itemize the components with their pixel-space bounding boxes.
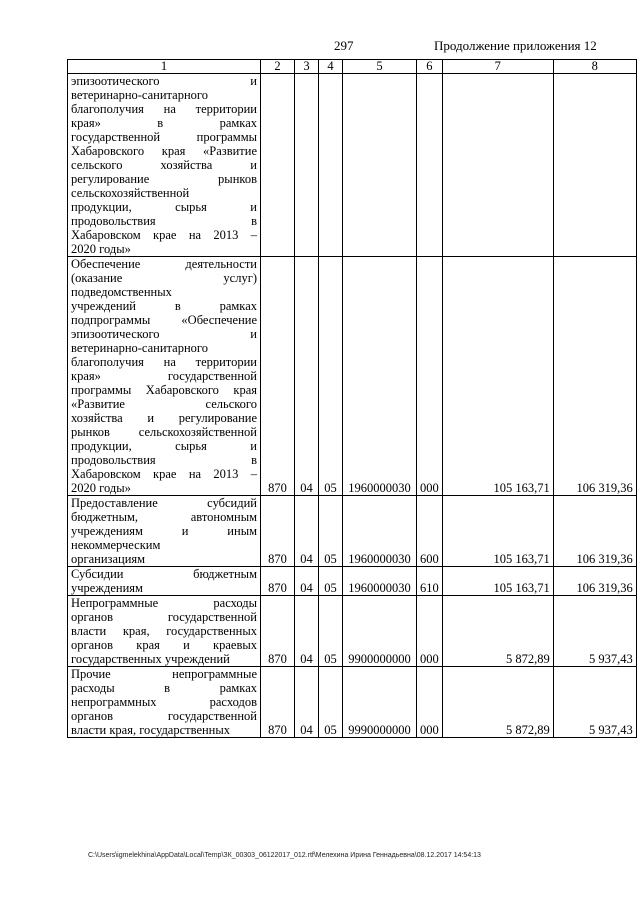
expense-name-line: бюджетным, автономным bbox=[71, 510, 257, 524]
expense-name-line: организациям bbox=[71, 552, 146, 566]
section-code-cell: 04 bbox=[295, 596, 319, 667]
page-title: Продолжение приложения 12 bbox=[434, 38, 597, 53]
subsection-code-cell: 05 bbox=[319, 596, 343, 667]
expense-name-line: государственной программы bbox=[71, 130, 257, 144]
column-header: 3 bbox=[295, 60, 319, 74]
expense-name-line: органов государственной bbox=[71, 709, 257, 723]
amount-2019-cell: 106 319,36 bbox=[553, 567, 636, 596]
expense-name-line: продукции, сырья и bbox=[71, 200, 257, 214]
target-item-cell: 1960000030 bbox=[343, 257, 417, 496]
expense-name-cell bbox=[68, 496, 261, 567]
expense-type-cell: 610 bbox=[417, 567, 443, 596]
expense-name-line: власти края, государственных bbox=[71, 624, 257, 638]
expense-name-line: «Развитие сельского bbox=[71, 397, 257, 411]
column-header: 2 bbox=[261, 60, 295, 74]
expense-name-line: эпизоотического и bbox=[71, 327, 257, 341]
expense-name-cell bbox=[68, 257, 261, 496]
expense-name-line: Прочие непрограммные bbox=[71, 667, 257, 681]
expense-type-cell: 600 bbox=[417, 496, 443, 567]
table-row bbox=[68, 496, 637, 567]
expense-type-cell: 000 bbox=[417, 257, 443, 496]
expense-name-line: сельского хозяйства и bbox=[71, 158, 257, 172]
expense-name-line: власти края, государственных bbox=[71, 723, 231, 737]
expense-name-line: Хабаровского края «Развитие bbox=[71, 144, 257, 158]
expense-name-line: подведомственных bbox=[71, 285, 172, 299]
budget-table bbox=[67, 59, 637, 738]
expense-name-line: продовольствия в bbox=[71, 453, 257, 467]
grbs-code-cell: 870 bbox=[261, 257, 295, 496]
amount-2019-cell: 106 319,36 bbox=[553, 257, 636, 496]
grbs-code-cell bbox=[261, 74, 295, 257]
expense-name-line: хозяйства и регулирование bbox=[71, 411, 257, 425]
amount-2019-cell: 5 937,43 bbox=[553, 596, 636, 667]
expense-name-cell bbox=[68, 667, 261, 738]
expense-name-line: 2020 годы» bbox=[71, 242, 131, 256]
expense-name-line: учреждениям и иным bbox=[71, 524, 257, 538]
table-row bbox=[68, 667, 637, 738]
page-number: 297 bbox=[334, 38, 354, 53]
amount-2018-cell: 105 163,71 bbox=[442, 567, 553, 596]
column-header: 8 bbox=[553, 60, 636, 74]
target-item-cell: 1960000030 bbox=[343, 567, 417, 596]
expense-name-line: Субсидии бюджетным bbox=[71, 567, 257, 581]
grbs-code-cell: 870 bbox=[261, 567, 295, 596]
expense-name-line: 2020 годы» bbox=[71, 481, 131, 495]
expense-name-line: продукции, сырья и bbox=[71, 439, 257, 453]
grbs-code-cell: 870 bbox=[261, 496, 295, 567]
column-header: 1 bbox=[68, 60, 261, 74]
column-header: 5 bbox=[343, 60, 417, 74]
table-row bbox=[68, 74, 637, 257]
subsection-code-cell: 05 bbox=[319, 496, 343, 567]
expense-name-line: рынков сельскохозяйственной bbox=[71, 425, 257, 439]
section-code-cell: 04 bbox=[295, 496, 319, 567]
expense-name-line: благополучия на территории bbox=[71, 102, 257, 116]
target-item-cell bbox=[343, 74, 417, 257]
expense-name-line: учреждений в рамках bbox=[71, 299, 257, 313]
amount-2019-cell bbox=[553, 74, 636, 257]
expense-name-line: продовольствия в bbox=[71, 214, 257, 228]
expense-type-cell: 000 bbox=[417, 667, 443, 738]
amount-2018-cell bbox=[442, 74, 553, 257]
expense-name-line: подпрограммы «Обеспечение bbox=[71, 313, 257, 327]
expense-name-line: Хабаровском крае на 2013 – bbox=[71, 467, 257, 481]
grbs-code-cell: 870 bbox=[261, 596, 295, 667]
expense-name-line: края» в рамках bbox=[71, 116, 257, 130]
expense-name-line: программы Хабаровского края bbox=[71, 383, 257, 397]
expense-name-line: регулирование рынков bbox=[71, 172, 257, 186]
expense-name-cell bbox=[68, 596, 261, 667]
target-item-cell: 1960000030 bbox=[343, 496, 417, 567]
expense-name-line: Хабаровском крае на 2013 – bbox=[71, 228, 257, 242]
section-code-cell: 04 bbox=[295, 567, 319, 596]
grbs-code-cell: 870 bbox=[261, 667, 295, 738]
expense-name-line: ветеринарно-санитарного bbox=[71, 341, 208, 355]
expense-name-line: Предоставление субсидий bbox=[71, 496, 257, 510]
footer-file-path: C:\Users\igmelekhina\AppData\Local\Temp\ЗК_00303_06122017_012.rtf\Мелехина Ирина Геннадьевна\08.12.2017 14:54:13 bbox=[88, 852, 481, 859]
section-code-cell: 04 bbox=[295, 667, 319, 738]
expense-name-cell bbox=[68, 567, 261, 596]
section-code-cell bbox=[295, 74, 319, 257]
expense-name-line: Обеспечение деятельности bbox=[71, 257, 257, 271]
table-row bbox=[68, 567, 637, 596]
expense-name-line: сельскохозяйственной bbox=[71, 186, 190, 200]
table-header-row bbox=[68, 60, 637, 74]
column-header: 6 bbox=[417, 60, 443, 74]
expense-type-cell bbox=[417, 74, 443, 257]
expense-name-line: непрограммных расходов bbox=[71, 695, 257, 709]
expense-name-line: края» государственной bbox=[71, 369, 257, 383]
amount-2019-cell: 5 937,43 bbox=[553, 667, 636, 738]
amount-2018-cell: 5 872,89 bbox=[442, 667, 553, 738]
subsection-code-cell: 05 bbox=[319, 257, 343, 496]
target-item-cell: 9990000000 bbox=[343, 667, 417, 738]
expense-name-line: благополучия на территории bbox=[71, 355, 257, 369]
expense-name-cell bbox=[68, 74, 261, 257]
amount-2018-cell: 105 163,71 bbox=[442, 257, 553, 496]
expense-type-cell: 000 bbox=[417, 596, 443, 667]
table-row bbox=[68, 257, 637, 496]
target-item-cell: 9900000000 bbox=[343, 596, 417, 667]
expense-name-line: органов государственной bbox=[71, 610, 257, 624]
expense-name-line: ветеринарно-санитарного bbox=[71, 88, 208, 102]
expense-name-line: учреждениям bbox=[71, 581, 143, 595]
expense-name-line: государственных учреждений bbox=[71, 652, 230, 666]
amount-2018-cell: 5 872,89 bbox=[442, 596, 553, 667]
expense-name-line: органов края и краевых bbox=[71, 638, 257, 652]
expense-name-line: Непрограммные расходы bbox=[71, 596, 257, 610]
amount-2019-cell: 106 319,36 bbox=[553, 496, 636, 567]
expense-name-line: расходы в рамках bbox=[71, 681, 257, 695]
section-code-cell: 04 bbox=[295, 257, 319, 496]
amount-2018-cell: 105 163,71 bbox=[442, 496, 553, 567]
column-header: 7 bbox=[442, 60, 553, 74]
subsection-code-cell: 05 bbox=[319, 667, 343, 738]
expense-name-line: эпизоотического и bbox=[71, 74, 257, 88]
table-row bbox=[68, 596, 637, 667]
column-header: 4 bbox=[319, 60, 343, 74]
expense-name-line: (оказание услуг) bbox=[71, 271, 257, 285]
expense-name-line: некоммерческим bbox=[71, 538, 161, 552]
subsection-code-cell bbox=[319, 74, 343, 257]
subsection-code-cell: 05 bbox=[319, 567, 343, 596]
